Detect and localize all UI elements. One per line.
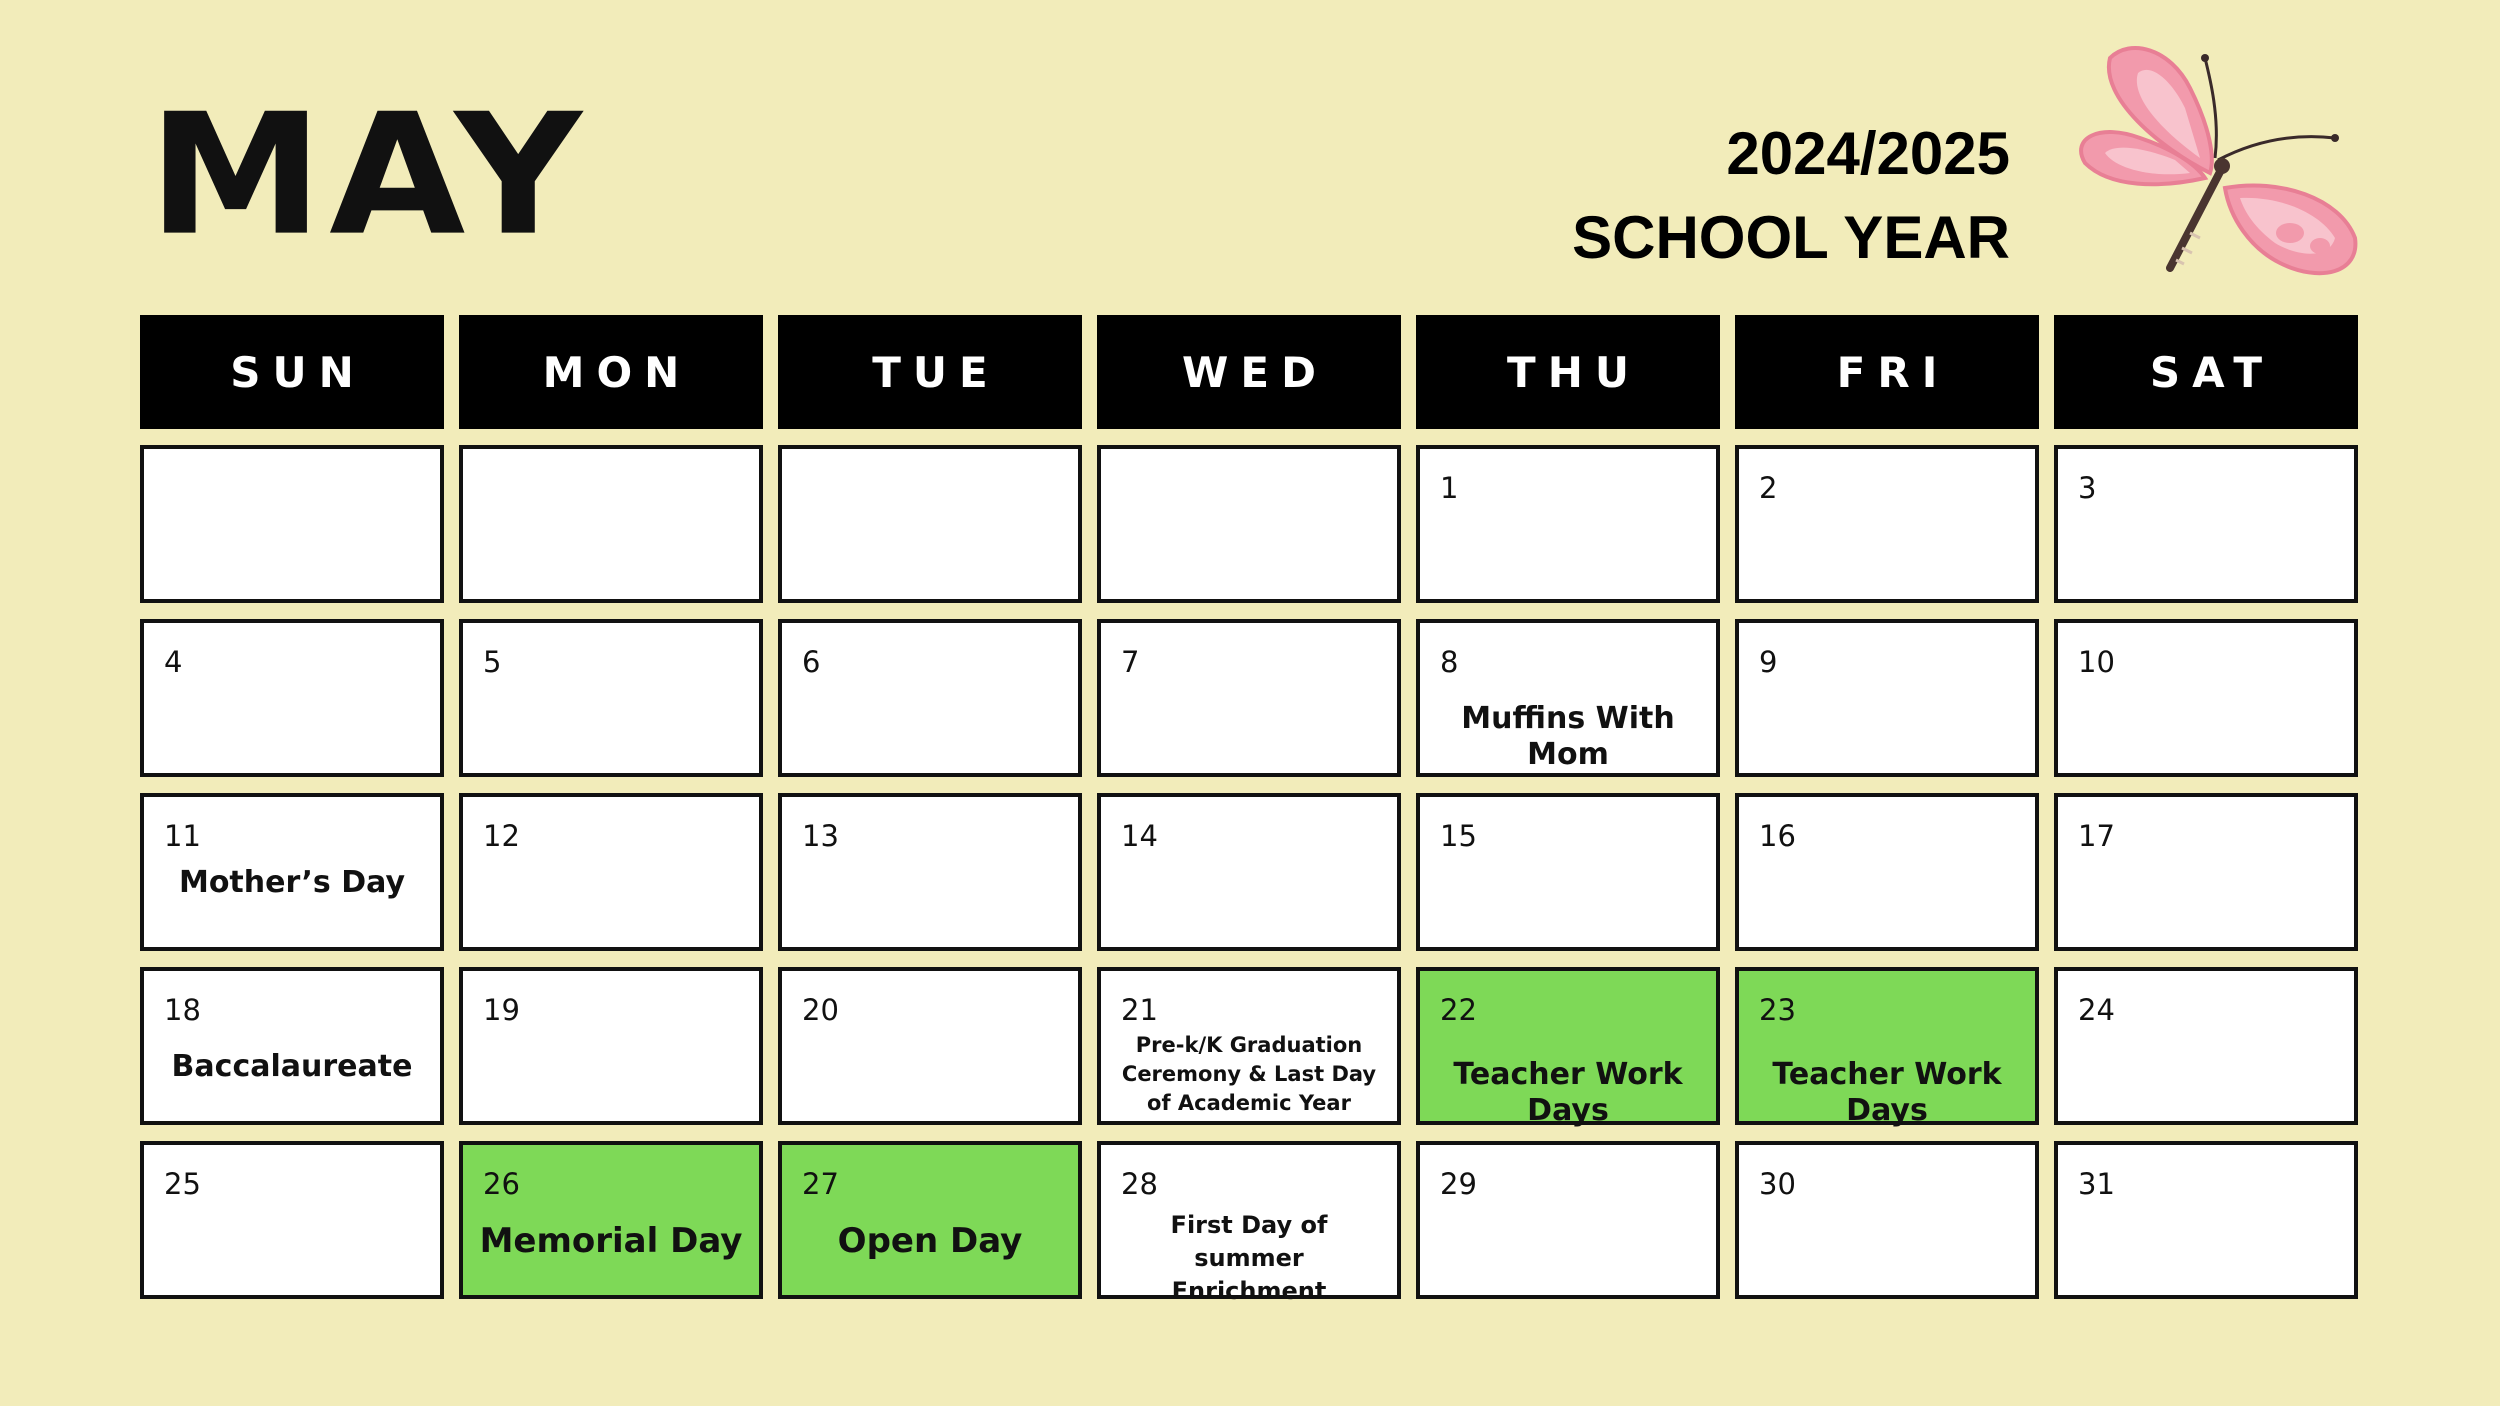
day-number: 5 <box>483 645 502 679</box>
day-cell-highlighted <box>1735 967 2039 1128</box>
day-cell <box>140 1141 444 1299</box>
day-number: 6 <box>802 645 821 679</box>
event-label: Teacher Work Days <box>1772 1057 2002 1128</box>
day-cell <box>778 793 1082 951</box>
event-label: Baccalaureate <box>171 1049 413 1084</box>
day-number: 21 <box>1121 993 1158 1027</box>
day-number: 7 <box>1121 645 1140 679</box>
day-cell <box>1735 445 2039 603</box>
event-label: Memorial Day <box>479 1221 743 1261</box>
day-number: 18 <box>164 993 201 1027</box>
day-cell <box>1097 1141 1401 1305</box>
day-cell <box>1416 445 1720 603</box>
weekday-header-mon: MON <box>459 315 763 429</box>
day-cell <box>1416 793 1720 951</box>
month-title: MAY <box>148 77 588 273</box>
day-number: 13 <box>802 819 839 853</box>
event-label: Open Day <box>837 1221 1023 1261</box>
day-cell <box>1097 793 1401 951</box>
day-number: 24 <box>2078 993 2115 1027</box>
school-year-heading <box>1572 112 2010 280</box>
day-cell-empty <box>1097 445 1401 603</box>
day-number: 19 <box>483 993 520 1027</box>
day-number: 17 <box>2078 819 2115 853</box>
day-cell-highlighted <box>778 1141 1082 1299</box>
day-cell <box>459 619 763 777</box>
day-number: 10 <box>2078 645 2115 679</box>
day-cell-empty <box>140 445 444 603</box>
day-cell <box>1735 619 2039 777</box>
weekday-header-thu: THU <box>1416 315 1720 429</box>
day-cell <box>2054 793 2358 951</box>
day-number: 15 <box>1440 819 1477 853</box>
event-label: Pre-k/K Graduation Ceremony & Last Day of Academic Year <box>1121 1033 1377 1115</box>
day-cell <box>1416 1141 1720 1299</box>
day-number: 26 <box>483 1167 520 1201</box>
weekday-header-sat: SAT <box>2054 315 2358 429</box>
day-cell <box>459 793 763 951</box>
butterfly-icon <box>2050 38 2370 308</box>
day-cell-empty <box>459 445 763 603</box>
day-number: 9 <box>1759 645 1778 679</box>
day-cell <box>778 619 1082 777</box>
day-cell <box>2054 967 2358 1125</box>
day-number: 4 <box>164 645 183 679</box>
weekday-header-wed: WED <box>1097 315 1401 429</box>
day-number: 31 <box>2078 1167 2115 1201</box>
day-cell <box>2054 619 2358 777</box>
day-number: 28 <box>1121 1167 1158 1201</box>
day-number: 11 <box>164 819 201 853</box>
day-number: 20 <box>802 993 839 1027</box>
weekday-header-fri: FRI <box>1735 315 2039 429</box>
day-cell-highlighted <box>459 1141 763 1299</box>
day-cell <box>2054 445 2358 603</box>
day-cell <box>778 967 1082 1125</box>
day-cell <box>1735 793 2039 951</box>
weekday-header-sun: SUN <box>140 315 444 429</box>
day-number: 2 <box>1759 471 1778 505</box>
day-number: 30 <box>1759 1167 1796 1201</box>
day-cell <box>140 619 444 777</box>
year-range: 2024/2025 <box>1726 120 2010 187</box>
day-number: 8 <box>1440 645 1459 679</box>
day-number: 1 <box>1440 471 1459 505</box>
day-number: 29 <box>1440 1167 1477 1201</box>
day-number: 22 <box>1440 993 1477 1027</box>
day-number: 27 <box>802 1167 839 1201</box>
event-label: Teacher Work Days <box>1453 1057 1683 1128</box>
day-cell <box>2054 1141 2358 1299</box>
day-cell <box>1097 967 1401 1125</box>
weekday-header-tue: TUE <box>778 315 1082 429</box>
day-number: 25 <box>164 1167 201 1201</box>
event-label: Mother’s Day <box>178 865 406 900</box>
event-label: First Day of summer Enrichment <box>1170 1211 1328 1305</box>
day-cell <box>140 793 444 951</box>
day-number: 14 <box>1121 819 1158 853</box>
day-cell <box>140 967 444 1125</box>
calendar-grid <box>140 315 2358 1305</box>
day-cell-empty <box>778 445 1082 603</box>
day-cell-highlighted <box>1416 967 1720 1128</box>
day-cell <box>1097 619 1401 777</box>
day-cell <box>1735 1141 2039 1299</box>
day-cell <box>459 967 763 1125</box>
event-label: Muffins With Mom <box>1461 701 1675 772</box>
day-number: 23 <box>1759 993 1796 1027</box>
day-cell <box>1416 619 1720 777</box>
day-number: 3 <box>2078 471 2097 505</box>
school-year-label: SCHOOL YEAR <box>1572 204 2010 271</box>
day-number: 12 <box>483 819 520 853</box>
day-number: 16 <box>1759 819 1796 853</box>
